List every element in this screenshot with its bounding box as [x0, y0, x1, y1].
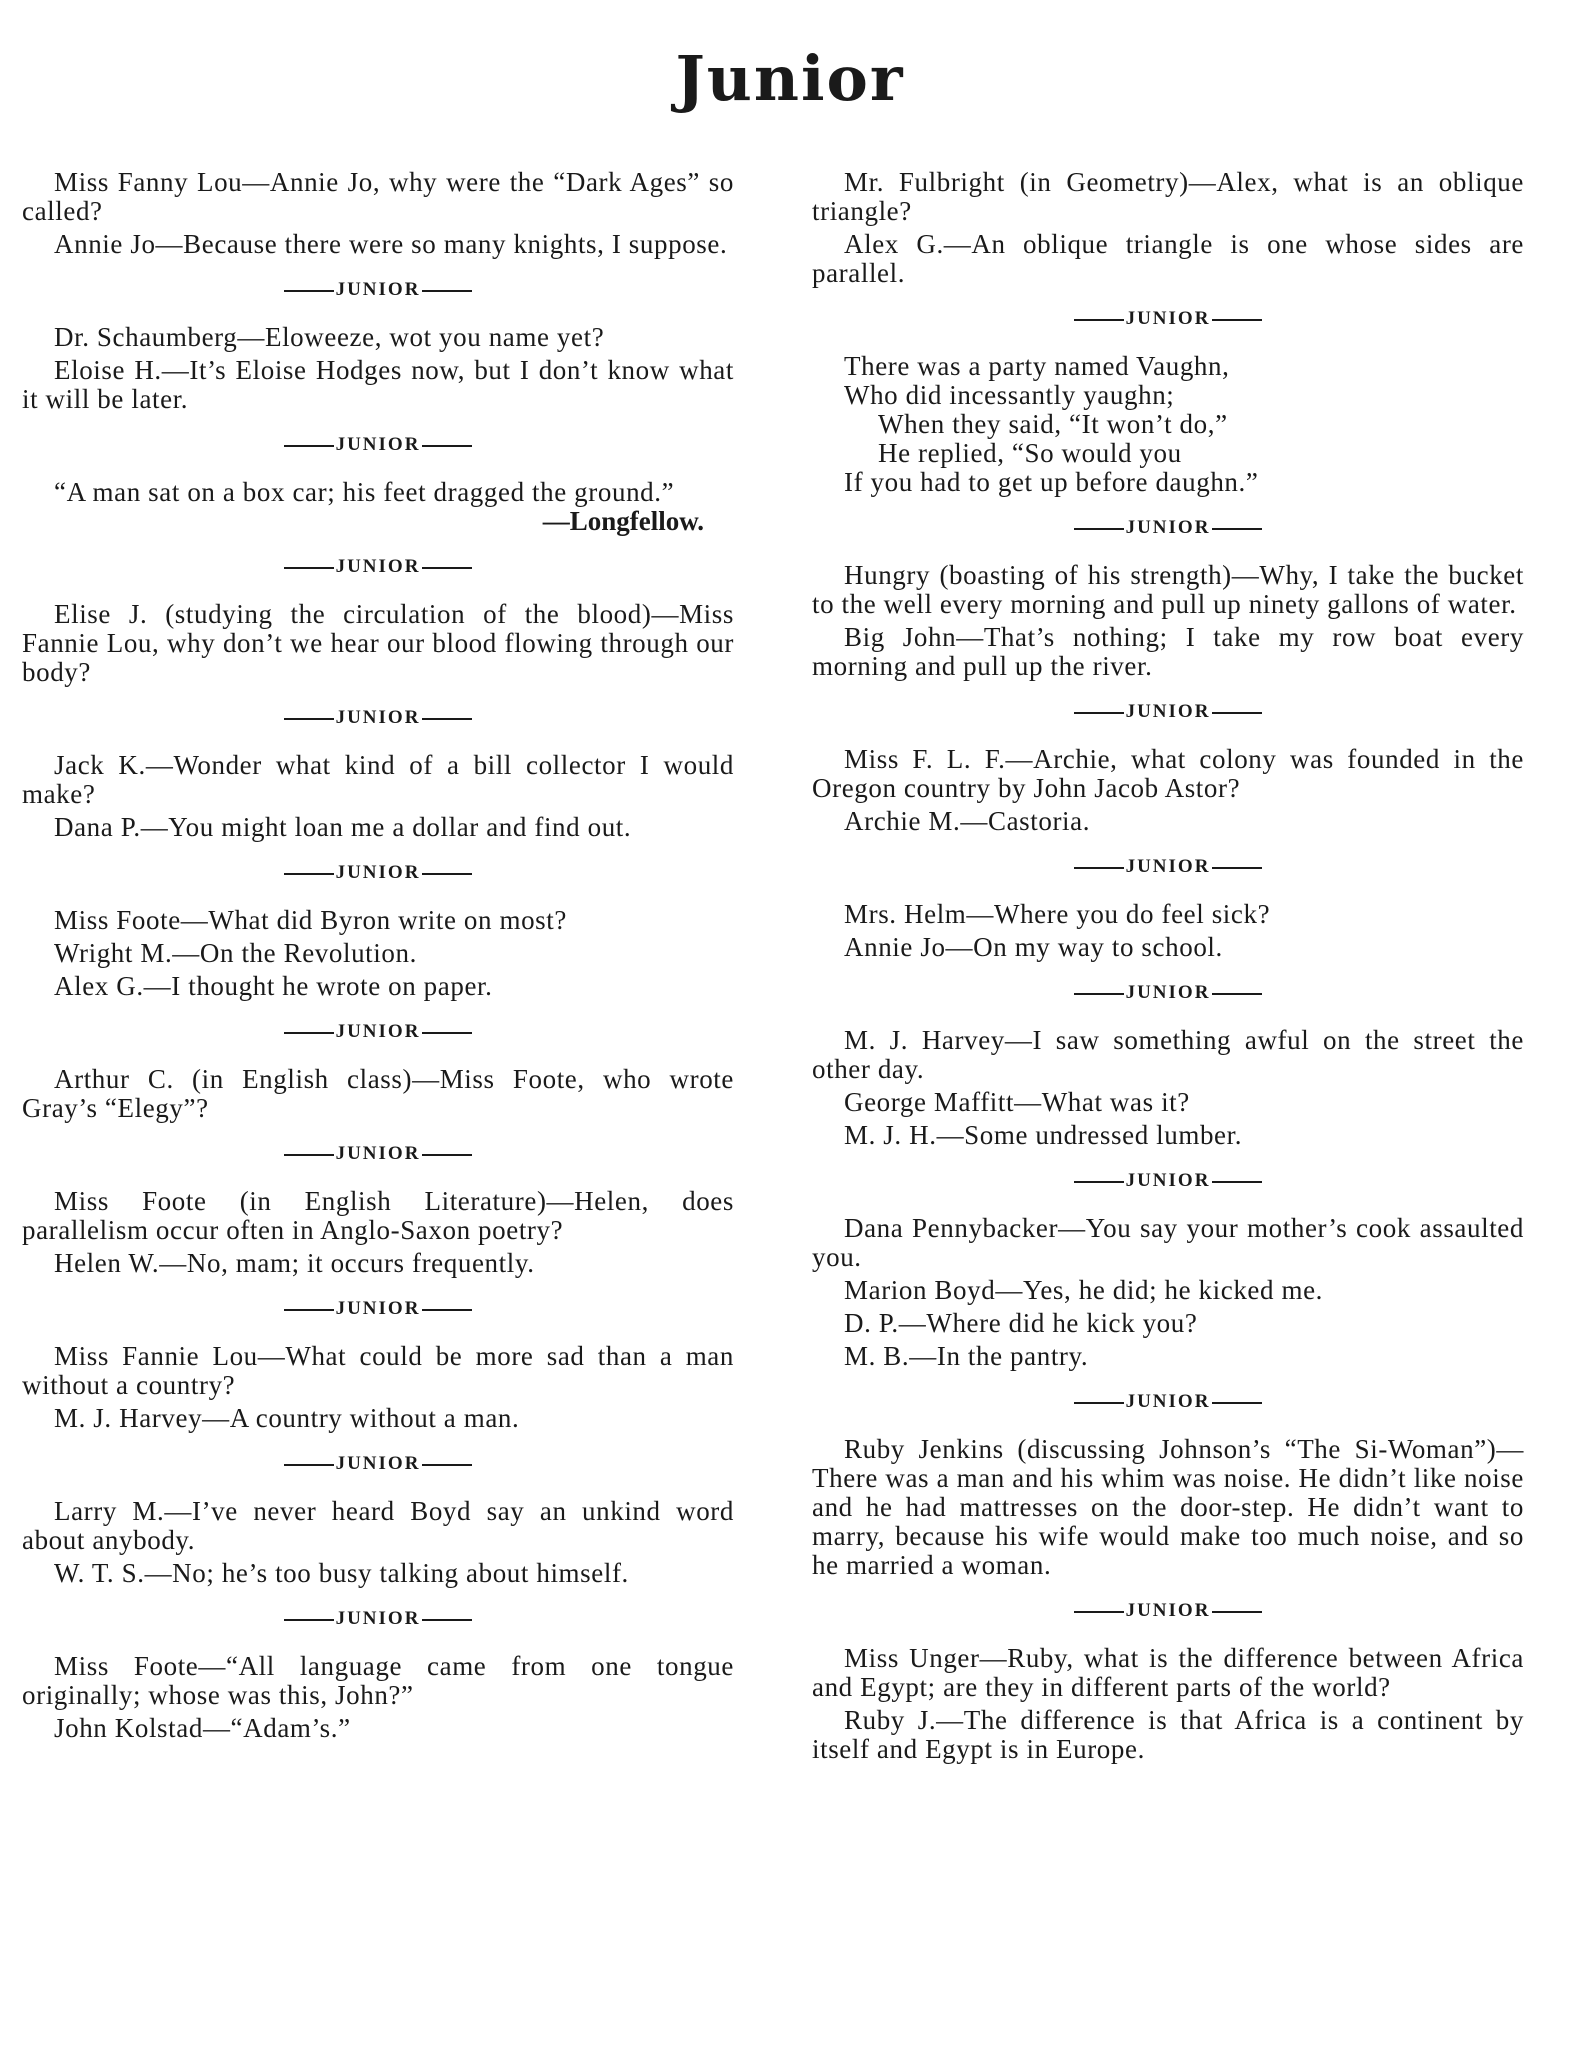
dialogue-line: Ruby J.—The difference is that Africa is a continent by itself and Egypt is in Europe. — [812, 1705, 1524, 1764]
section-divider — [22, 434, 734, 456]
right-column — [812, 168, 1524, 1764]
dialogue-line: Hungry (boasting of his strength)—Why, I take the bucket to the well every morning and pull up ninety gallons of water. — [812, 560, 1524, 619]
divider-label: JUNIOR — [335, 1298, 421, 1319]
left-column — [22, 168, 734, 1743]
dialogue-line: George Maffitt—What was it? — [844, 1087, 1190, 1117]
joke-block — [22, 168, 734, 259]
dialogue-line: Miss F. L. F.—Archie, what colony was founded in the Oregon country by John Jacob Astor? — [812, 744, 1524, 803]
joke-block — [22, 323, 734, 414]
section-divider — [22, 1453, 734, 1475]
dialogue-line: Mrs. Helm—Where you do feel sick? — [844, 899, 1271, 929]
dialogue-line: Ruby Jenkins (discussing Johnson’s “The Si-Woman”)—There was a man and his whim was noise. He didn’t like noise and he had mattresses on the door-step. He didn’t want to marry, because his wife would make too much noise, and so he married a woman. — [812, 1434, 1524, 1580]
section-divider — [812, 856, 1524, 878]
joke-block — [812, 1644, 1524, 1764]
section-divider — [22, 1021, 734, 1043]
section-divider — [22, 279, 734, 301]
section-divider — [812, 517, 1524, 539]
divider-label: JUNIOR — [335, 556, 421, 577]
divider-label: JUNIOR — [1125, 856, 1211, 877]
dialogue-line: Elise J. (studying the circulation of the blood)—Miss Fannie Lou, why don’t we hear our blood flowing through our body? — [22, 599, 734, 687]
section-divider — [22, 1143, 734, 1165]
dialogue-line: Archie M.—Castoria. — [844, 806, 1091, 836]
divider-label: JUNIOR — [1125, 701, 1211, 722]
divider-label: JUNIOR — [335, 279, 421, 300]
dialogue-line: Dana P.—You might loan me a dollar and find out. — [54, 812, 632, 842]
dialogue-line: M. B.—In the pantry. — [844, 1341, 1089, 1371]
dialogue-line: Miss Foote (in English Literature)—Helen, does parallelism occur often in Anglo-Saxon poetry? — [22, 1186, 734, 1245]
divider-label: JUNIOR — [1125, 1391, 1211, 1412]
dialogue-line: Big John—That’s nothing; I take my row boat every morning and pull up the river. — [812, 622, 1524, 681]
poem-line: If you had to get up before daughn.” — [844, 467, 1259, 497]
joke-block — [22, 1065, 734, 1123]
divider-label: JUNIOR — [335, 1143, 421, 1164]
section-divider — [22, 862, 734, 884]
joke-block — [812, 1026, 1524, 1150]
section-divider — [812, 701, 1524, 723]
dialogue-line: “A man sat on a box car; his feet dragged the ground.” — [54, 477, 675, 507]
divider-label: JUNIOR — [335, 1453, 421, 1474]
dialogue-line: Helen W.—No, mam; it occurs frequently. — [54, 1248, 535, 1278]
section-divider — [812, 1600, 1524, 1622]
poem-line: When they said, “It won’t do,” — [878, 409, 1228, 439]
joke-block — [22, 1342, 734, 1433]
page-title: Junior — [675, 42, 905, 115]
joke-block — [812, 900, 1524, 962]
poem-line: He replied, “So would you — [878, 438, 1182, 468]
divider-label: JUNIOR — [1125, 1600, 1211, 1621]
dialogue-line: Miss Foote—“All language came from one tongue originally; whose was this, John?” — [22, 1651, 734, 1710]
joke-block — [22, 906, 734, 1001]
dialogue-line: Wright M.—On the Revolution. — [54, 938, 417, 968]
dialogue-line: Mr. Fulbright (in Geometry)—Alex, what is an oblique triangle? — [812, 167, 1524, 226]
dialogue-line: John Kolstad—“Adam’s.” — [54, 1713, 351, 1743]
dialogue-line: Eloise H.—It’s Eloise Hodges now, but I don’t know what it will be later. — [22, 355, 734, 414]
section-divider — [22, 707, 734, 729]
section-divider — [812, 1170, 1524, 1192]
dialogue-line: M. J. Harvey—A country without a man. — [54, 1403, 520, 1433]
dialogue-line: M. J. H.—Some undressed lumber. — [844, 1120, 1243, 1150]
poem-block — [812, 352, 1524, 497]
section-divider — [22, 1298, 734, 1320]
divider-label: JUNIOR — [1125, 308, 1211, 329]
divider-label: JUNIOR — [335, 1608, 421, 1629]
dialogue-line: Larry M.—I’ve never heard Boyd say an unkind word about anybody. — [22, 1496, 734, 1555]
dialogue-line: Jack K.—Wonder what kind of a bill collector I would make? — [22, 750, 734, 809]
joke-block — [812, 745, 1524, 836]
joke-block — [22, 600, 734, 687]
dialogue-line: Arthur C. (in English class)—Miss Foote, who wrote Gray’s “Elegy”? — [22, 1064, 734, 1123]
dialogue-line: Miss Foote—What did Byron write on most? — [54, 905, 567, 935]
dialogue-line: Marion Boyd—Yes, he did; he kicked me. — [844, 1275, 1324, 1305]
dialogue-line: Miss Fannie Lou—What could be more sad than a man without a country? — [22, 1341, 734, 1400]
joke-block — [22, 1652, 734, 1743]
quote-attribution: —Longfellow. — [542, 506, 704, 536]
dialogue-line: Miss Fanny Lou—Annie Jo, why were the “Dark Ages” so called? — [22, 167, 734, 226]
divider-label: JUNIOR — [335, 434, 421, 455]
dialogue-line: W. T. S.—No; he’s too busy talking about himself. — [54, 1558, 629, 1588]
joke-block — [22, 1497, 734, 1588]
divider-label: JUNIOR — [1125, 517, 1211, 538]
joke-block — [812, 1214, 1524, 1371]
divider-label: JUNIOR — [335, 862, 421, 883]
divider-label: JUNIOR — [335, 707, 421, 728]
joke-block — [812, 561, 1524, 681]
joke-block — [22, 751, 734, 842]
dialogue-line: Alex G.—An oblique triangle is one whose sides are parallel. — [812, 229, 1524, 288]
dialogue-line: D. P.—Where did he kick you? — [844, 1308, 1198, 1338]
section-divider — [22, 1608, 734, 1630]
divider-label: JUNIOR — [1125, 1170, 1211, 1191]
section-divider — [22, 556, 734, 578]
divider-label: JUNIOR — [335, 1021, 421, 1042]
divider-label: JUNIOR — [1125, 982, 1211, 1003]
poem-line: There was a party named Vaughn, — [844, 351, 1230, 381]
poem-line: Who did incessantly yaughn; — [844, 380, 1175, 410]
section-divider — [812, 1391, 1524, 1413]
joke-block — [812, 1435, 1524, 1580]
dialogue-line: M. J. Harvey—I saw something awful on the street the other day. — [812, 1025, 1524, 1084]
dialogue-line: Dana Pennybacker—You say your mother’s cook assaulted you. — [812, 1213, 1524, 1272]
joke-block — [22, 1187, 734, 1278]
joke-block — [22, 478, 734, 536]
dialogue-line: Annie Jo—On my way to school. — [844, 932, 1223, 962]
dialogue-line: Miss Unger—Ruby, what is the difference between Africa and Egypt; are they in different parts of the world? — [812, 1643, 1524, 1702]
dialogue-line: Alex G.—I thought he wrote on paper. — [54, 971, 493, 1001]
joke-block — [812, 168, 1524, 288]
section-divider — [812, 982, 1524, 1004]
dialogue-line: Dr. Schaumberg—Eloweeze, wot you name yet? — [54, 322, 605, 352]
dialogue-line: Annie Jo—Because there were so many knights, I suppose. — [54, 229, 728, 259]
section-divider — [812, 308, 1524, 330]
